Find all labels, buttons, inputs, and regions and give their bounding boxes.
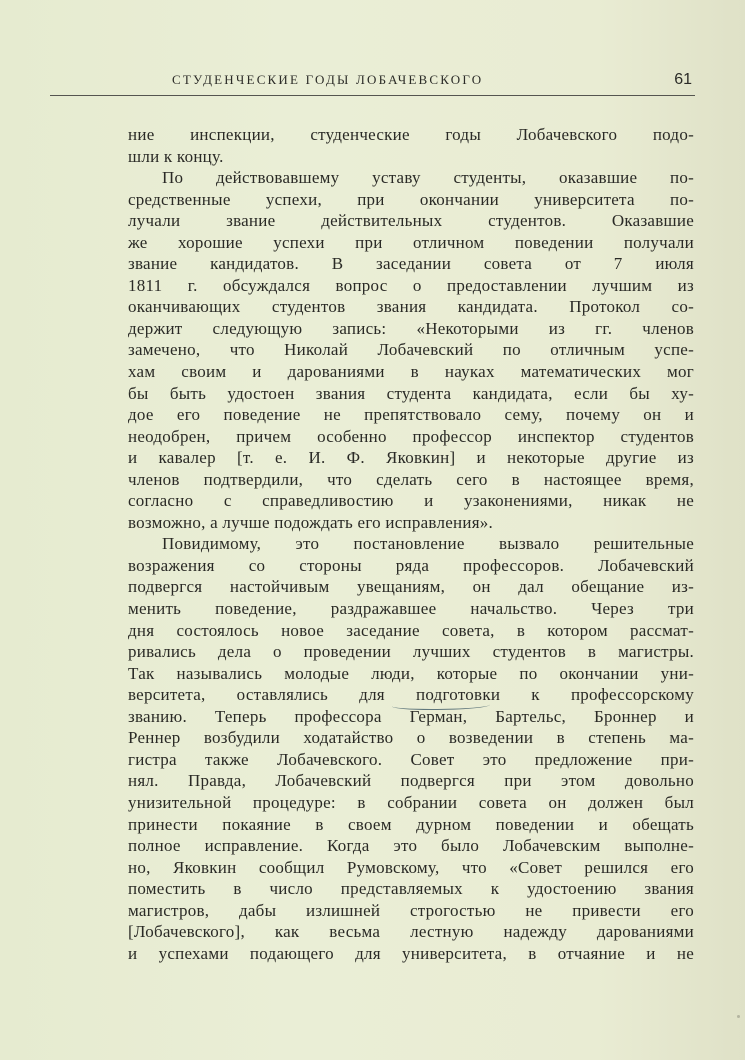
text-line: шли к концу. — [128, 146, 224, 166]
running-head — [172, 72, 692, 96]
text-line: ривались дела о проведении лучших студентов в магистры. — [128, 642, 694, 662]
text-line: согласно с справедливостию и узаконениями, никак не — [128, 491, 694, 511]
text-line: средственные успехи, при окончании университета по- — [128, 189, 694, 209]
text-line: держит следующую запись: «Некоторыми из гг. членов — [128, 318, 694, 338]
text-line: верситета, оставлялись для подготовки к профессорскому — [128, 685, 694, 705]
text-line: замечено, что Николай Лобачевский по отличным успе- — [128, 340, 694, 360]
text-line: Реннер возбудили ходатайство о возведении в степень ма- — [128, 728, 694, 748]
text-line: нял. Правда, Лобачевский подвергся при этом довольно — [128, 771, 694, 791]
text-line: хам своим и дарованиями в науках математических мог — [128, 362, 694, 382]
paragraph-start-line: По действовавшему уставу студенты, оказавшие по- — [162, 168, 694, 188]
text-line: Так назывались молодые люди, которые по окончании уни- — [128, 663, 694, 683]
text-line: подвергся настойчивым увещаниям, он дал обещание из- — [128, 577, 694, 597]
text-line: менить поведение, раздражавшее начальство. Через три — [128, 599, 694, 619]
text-line: званию. Теперь профессора Герман, Бартельс, Броннер и — [128, 706, 694, 726]
text-line: принести покаяние в своем дурном поведении и обещать — [128, 814, 694, 834]
page-number: 61 — [674, 71, 692, 88]
text-line: магистров, дабы излишней строгостью не привести его — [128, 900, 694, 920]
paper-speck — [737, 1015, 740, 1018]
text-line: и кавалер [т. е. И. Ф. Яковкин] и некоторые другие из — [128, 448, 694, 468]
text-line: и успехами подающего для университета, в отчаяние и не — [128, 943, 694, 963]
text-line: неодобрен, причем особенно профессор инспектор студентов — [128, 426, 694, 446]
text-line: же хорошие успехи при отличном поведении получали — [128, 232, 694, 252]
text-line: поместить в число представляемых к удостоению звания — [128, 879, 694, 899]
text-line: ние инспекции, студенческие годы Лобачевского подо- — [128, 125, 694, 144]
text-line: [Лобачевского], как весьма лестную надежду дарованиями — [128, 922, 694, 942]
paragraph-start-line: Повидимому, это постановление вызвало решительные — [162, 534, 694, 554]
text-line: бы быть удостоен звания студента кандидата, если бы ху- — [128, 383, 694, 403]
text-line: но, Яковкин сообщил Румовскому, что «Совет решился его — [128, 857, 694, 877]
text-line: оканчивающих студентов звания кандидата. Протокол со- — [128, 297, 694, 317]
text-line: полное исправление. Когда это было Лобачевским выполне- — [128, 836, 694, 856]
text-line: гистра также Лобачевского. Совет это предложение при- — [128, 749, 694, 769]
running-title: СТУДЕНЧЕСКИЕ ГОДЫ ЛОБАЧЕВСКОГО — [172, 72, 484, 87]
text-line: возражения со стороны ряда профессоров. Лобачевский — [128, 555, 694, 575]
text-line: лучали звание действительных студентов. Оказавшие — [128, 211, 694, 231]
text-line: дня состоялось новое заседание совета, в котором рассмат- — [128, 620, 694, 640]
text-line: членов подтвердили, что сделать сего в настоящее время, — [128, 469, 694, 489]
text-line: дое его поведение не препятствовало сему, почему он и — [128, 405, 694, 425]
text-line: звание кандидатов. В заседании совета от 7 июля — [128, 254, 694, 274]
text-line: унизительной процедуре: в собрании совета он должен был — [128, 792, 694, 812]
body-text — [128, 124, 694, 964]
text-line: возможно, а лучше подождать его исправления». — [128, 512, 494, 532]
header-rule — [50, 95, 695, 96]
text-line: 1811 г. обсуждался вопрос о предоставлении лучшим из — [128, 275, 694, 295]
